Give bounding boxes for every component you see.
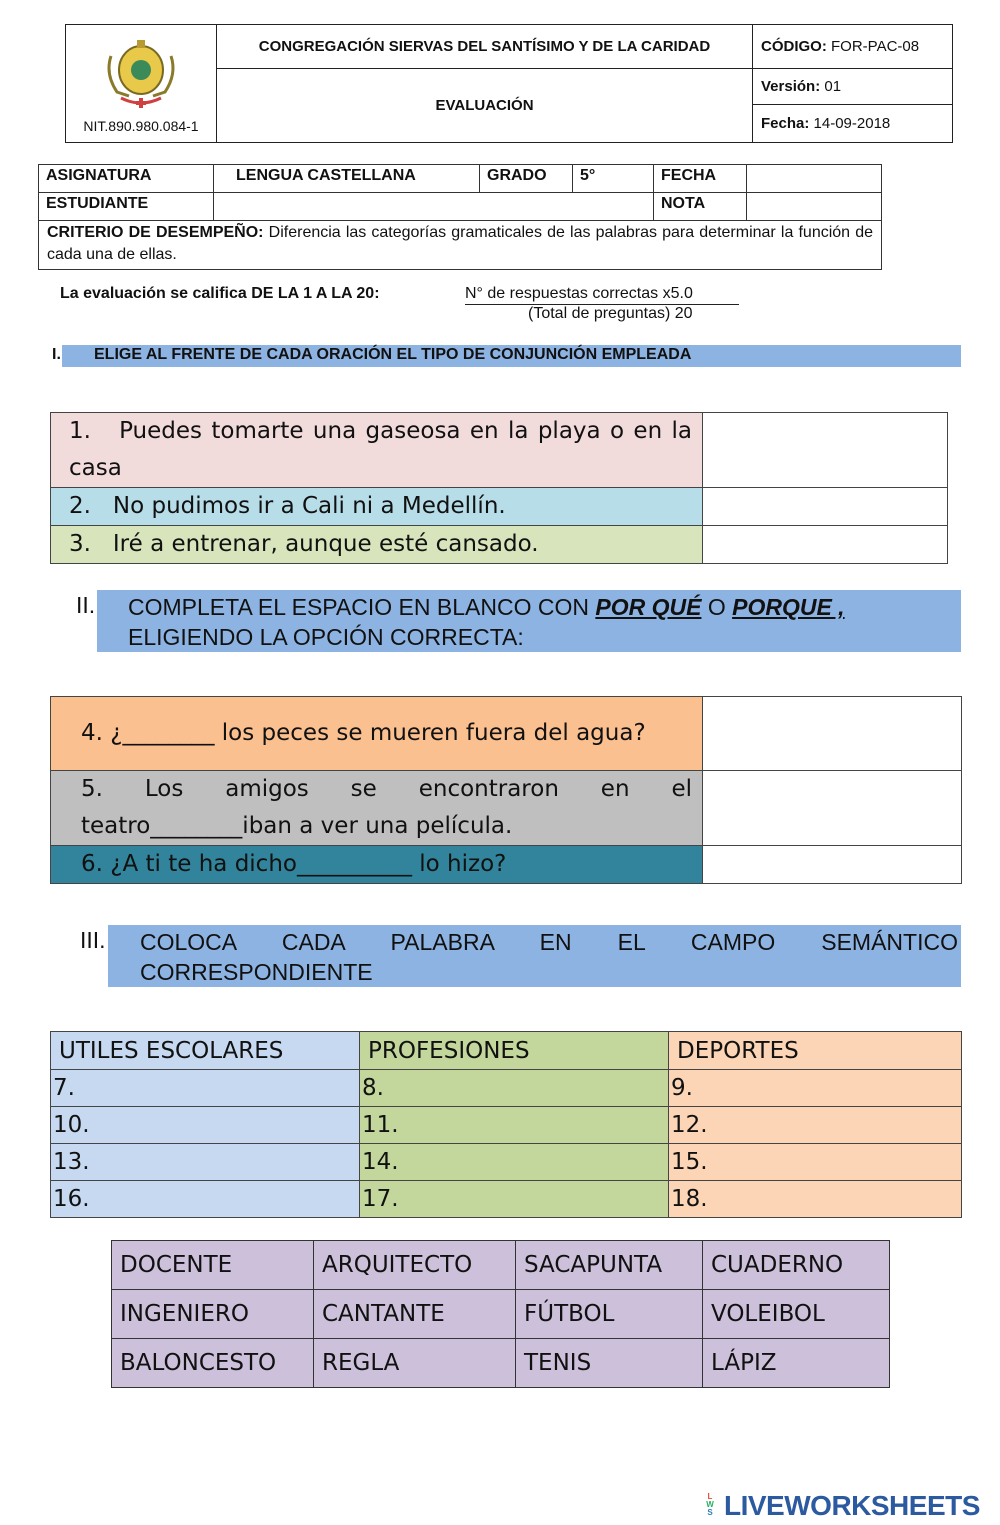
question-4: 4. ¿________ los peces se mueren fuera del agua?	[51, 697, 703, 771]
word-lapiz[interactable]: LÁPIZ	[703, 1339, 890, 1388]
grade-label: GRADO	[480, 165, 573, 193]
code-value: FOR-PAC-08	[831, 38, 920, 55]
section2-numeral: II.	[76, 592, 96, 618]
logo-cell	[66, 25, 217, 143]
word-cantante[interactable]: CANTANTE	[314, 1290, 516, 1339]
grading-label: La evaluación se califica DE LA 1 A LA 20:	[60, 285, 380, 302]
option-por-que: POR QUÉ	[595, 594, 702, 620]
answer-8-input[interactable]: 8.	[360, 1070, 669, 1107]
score-label: NOTA	[654, 193, 747, 221]
answer-17-input[interactable]: 17.	[360, 1181, 669, 1218]
grading-denominator: (Total de preguntas) 20	[528, 305, 693, 322]
header-utiles-escolares: UTILES ESCOLARES	[51, 1032, 360, 1070]
code-cell	[753, 25, 953, 69]
criteria-cell	[39, 221, 882, 270]
question-3-number: 3.	[69, 531, 91, 557]
semantic-field-table	[50, 1031, 962, 1218]
liveworksheets-logo: LIVEWORKSHEETS	[724, 1490, 980, 1521]
icon-letter-w: W	[706, 1500, 714, 1509]
question-1-number: 1.	[69, 418, 91, 444]
answer-16-input[interactable]: 16.	[51, 1181, 360, 1218]
word-tenis[interactable]: TENIS	[516, 1339, 703, 1388]
student-name-input[interactable]	[214, 193, 654, 221]
section3-numeral: III.	[80, 927, 106, 953]
grading-numerator: N° de respuestas correctas x5.0	[465, 285, 739, 305]
org-name: CONGREGACIÓN SIERVAS DEL SANTÍSIMO Y DE LA CARIDAD	[217, 25, 753, 69]
word-regla[interactable]: REGLA	[314, 1339, 516, 1388]
answer-7-input[interactable]: 7.	[51, 1070, 360, 1107]
option-porque: PORQUE ,	[732, 594, 845, 620]
student-label: ESTUDIANTE	[39, 193, 214, 221]
section2-title-part2: ELIGIENDO LA OPCIÓN CORRECTA:	[128, 624, 524, 650]
word-baloncesto[interactable]: BALONCESTO	[112, 1339, 314, 1388]
section2-connector: O	[707, 594, 726, 620]
section3-title-line2: CORRESPONDIENTE	[140, 959, 373, 985]
doc-type: EVALUACIÓN	[217, 69, 753, 143]
date-cell	[753, 105, 953, 143]
score-input[interactable]	[747, 193, 882, 221]
answer-18-input[interactable]: 18.	[669, 1181, 962, 1218]
answer-9-input[interactable]: 9.	[669, 1070, 962, 1107]
question-3-text: Iré a entrenar, aunque esté cansado.	[112, 531, 539, 557]
grade-value: 5°	[573, 165, 654, 193]
version-value: 01	[824, 78, 842, 95]
icon-letter-s: S	[707, 1508, 713, 1517]
version-label: Versión:	[761, 78, 821, 95]
answer-5-input[interactable]	[703, 771, 962, 846]
word-futbol[interactable]: FÚTBOL	[516, 1290, 703, 1339]
word-bank	[111, 1240, 890, 1388]
question-3	[51, 526, 703, 564]
date-field-label: FECHA	[654, 165, 747, 193]
nit-number: NIT.890.980.084-1	[83, 118, 199, 134]
icon-letter-l: L	[707, 1492, 713, 1501]
question-6: 6. ¿A ti te ha dicho__________ lo hizo?	[51, 846, 703, 884]
question-1	[51, 413, 703, 488]
word-arquitecto[interactable]: ARQUITECTO	[314, 1241, 516, 1290]
answer-12-input[interactable]: 12.	[669, 1107, 962, 1144]
section1-title: ELIGE AL FRENTE DE CADA ORACIÓN EL TIPO DE CONJUNCIÓN EMPLEADA	[94, 346, 692, 363]
question-2-number: 2.	[69, 493, 91, 519]
word-sacapunta[interactable]: SACAPUNTA	[516, 1241, 703, 1290]
answer-14-input[interactable]: 14.	[360, 1144, 669, 1181]
word-voleibol[interactable]: VOLEIBOL	[703, 1290, 890, 1339]
section1-numeral: I.	[52, 346, 61, 363]
answer-2-input[interactable]	[703, 488, 948, 526]
section2-questions	[50, 696, 962, 884]
answer-6-input[interactable]	[703, 846, 962, 884]
word-ingeniero[interactable]: INGENIERO	[112, 1290, 314, 1339]
version-cell	[753, 69, 953, 105]
date-label: Fecha:	[761, 115, 810, 132]
answer-15-input[interactable]: 15.	[669, 1144, 962, 1181]
header-profesiones: PROFESIONES	[360, 1032, 669, 1070]
answer-13-input[interactable]: 13.	[51, 1144, 360, 1181]
word-docente[interactable]: DOCENTE	[112, 1241, 314, 1290]
answer-1-input[interactable]	[703, 413, 948, 488]
document-header	[65, 24, 953, 143]
code-label: CÓDIGO:	[761, 38, 827, 55]
answer-10-input[interactable]: 10.	[51, 1107, 360, 1144]
subject-label: ASIGNATURA	[39, 165, 214, 193]
word-cuaderno[interactable]: CUADERNO	[703, 1241, 890, 1290]
question-1-text: Puedes tomarte una gaseosa en la playa o en la casa	[69, 418, 693, 481]
header-deportes: DEPORTES	[669, 1032, 962, 1070]
answer-3-input[interactable]	[703, 526, 948, 564]
section2-title	[128, 592, 960, 652]
section1-questions	[50, 412, 948, 564]
subject-value: LENGUA CASTELLANA	[214, 165, 480, 193]
question-2-text: No pudimos ir a Cali ni a Medellín.	[112, 493, 506, 519]
answer-11-input[interactable]: 11.	[360, 1107, 669, 1144]
answer-4-input[interactable]	[703, 697, 962, 771]
question-5: 5. Los amigos se encontraron en el teatro________iban a ver una película.	[51, 771, 703, 846]
student-info-table	[38, 164, 882, 270]
criteria-text: Diferencia las categorías gramaticales de las palabras para determinar la función de cada una de ellas.	[47, 224, 873, 263]
liveworksheets-icon	[698, 1492, 722, 1518]
congregation-logo	[99, 36, 183, 112]
date-value: 14-09-2018	[813, 115, 891, 132]
criteria-label: CRITERIO DE DESEMPEÑO:	[47, 224, 264, 241]
section2-title-part1: COMPLETA EL ESPACIO EN BLANCO CON	[128, 594, 589, 620]
date-field-input[interactable]	[747, 165, 882, 193]
section3-title-line1: COLOCA CADA PALABRA EN EL CAMPO SEMÁNTICO	[140, 929, 958, 955]
question-2	[51, 488, 703, 526]
